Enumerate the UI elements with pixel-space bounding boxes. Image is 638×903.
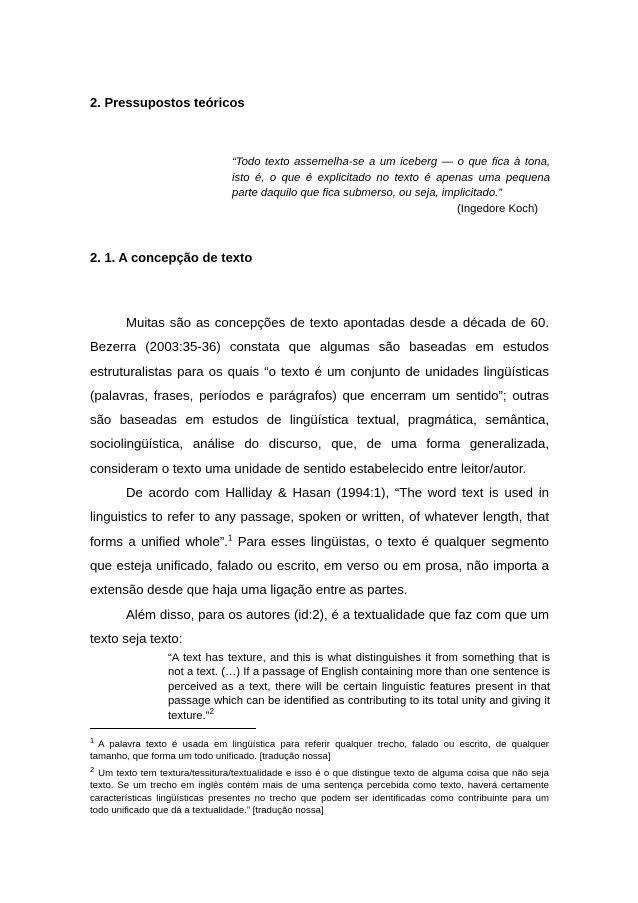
footnote-1-mark: 1 [90,736,95,745]
section-heading: 2. Pressupostos teóricos [90,95,245,110]
paragraph-1: Muitas são as concepções de texto apontadas desde a década de 60. Bezerra (2003:35-36) constata que algumas são baseadas em estudos estruturalistas para os quais “o texto é um conjunto de unidades lingüísticas (palavras, frases, períodos e parágrafos) que encerram um sentido”; outras são baseadas em estudos de lingüística textual, pragmática, semântica, sociolingüística, análise do discurso, que, de uma forma generalizada, consideram o texto uma unidade de sentido estabelecido entre leitor/autor. [90,315,549,476]
paragraph-2 [90,481,549,602]
body-text [90,311,549,651]
block-quote [168,651,550,723]
paragraph-2-part-1: De acordo com Halliday & Hasan (1994:1), “The word text is used in linguistics to refer to any passage, spoken or written, of whatever length, that forms a unified whole”. [90,485,549,549]
epigraph-author: (Ingedore Koch) [456,202,538,215]
paragraph-2-part-2: Para esses lingüistas, o texto é qualquer segmento que esteja unificado, falado ou escrito, em verso ou em prosa, não importa a extensão desde que haja uma ligação entre as partes. [90,533,550,598]
footnote-divider [90,728,256,729]
footnote-2-text: Um texto tem textura/tessitura/textualidade e isso é o que distingue texto de alguma coisa que não seja texto. Se um trecho em inglês contém mais de uma sentença percebida como texto, haverá certamente características lingüísticas presentes no trecho que podem ser identificadas como contribuinte para um todo unificado que dá a textualidade.” [tradução nossa] [90,767,549,817]
footnote-ref-2[interactable]: 2 [209,706,214,716]
subsection-heading: 2. 1. A concepção de texto [90,250,253,265]
footnote-1-text: A palavra texto é usada em lingüística para referir qualquer trecho, falado ou escrito, de qualquer tamanho, que forma um todo unificado. [tradução nossa] [90,739,549,763]
epigraph-quote: “Todo texto assemelha-se a um iceberg — o que fica à tona, isto é, o que é explicitado no texto é apenas uma pequena parte daquilo que fica submerso, ou seja, implicitado.” [232,156,550,200]
footnote-2-mark: 2 [90,764,95,774]
block-quote-text: “A text has texture, and this is what distinguishes it from something that is not a text. (…) If a passage of English containing more than one sentence is perceived as a text, there will be certain linguistic features present in that passage which can be identified as contributing to its total unity and giving it texture.” [168,652,550,722]
paragraph-3: Além disso, para os autores (id:2), é a textualidade que faz com que um texto seja texto: [90,606,549,646]
footnote-1 [90,735,549,764]
footnote-ref-1[interactable]: 1 [227,533,233,543]
footnotes [90,735,549,817]
epigraph [232,155,550,217]
footnote-2 [90,764,549,818]
